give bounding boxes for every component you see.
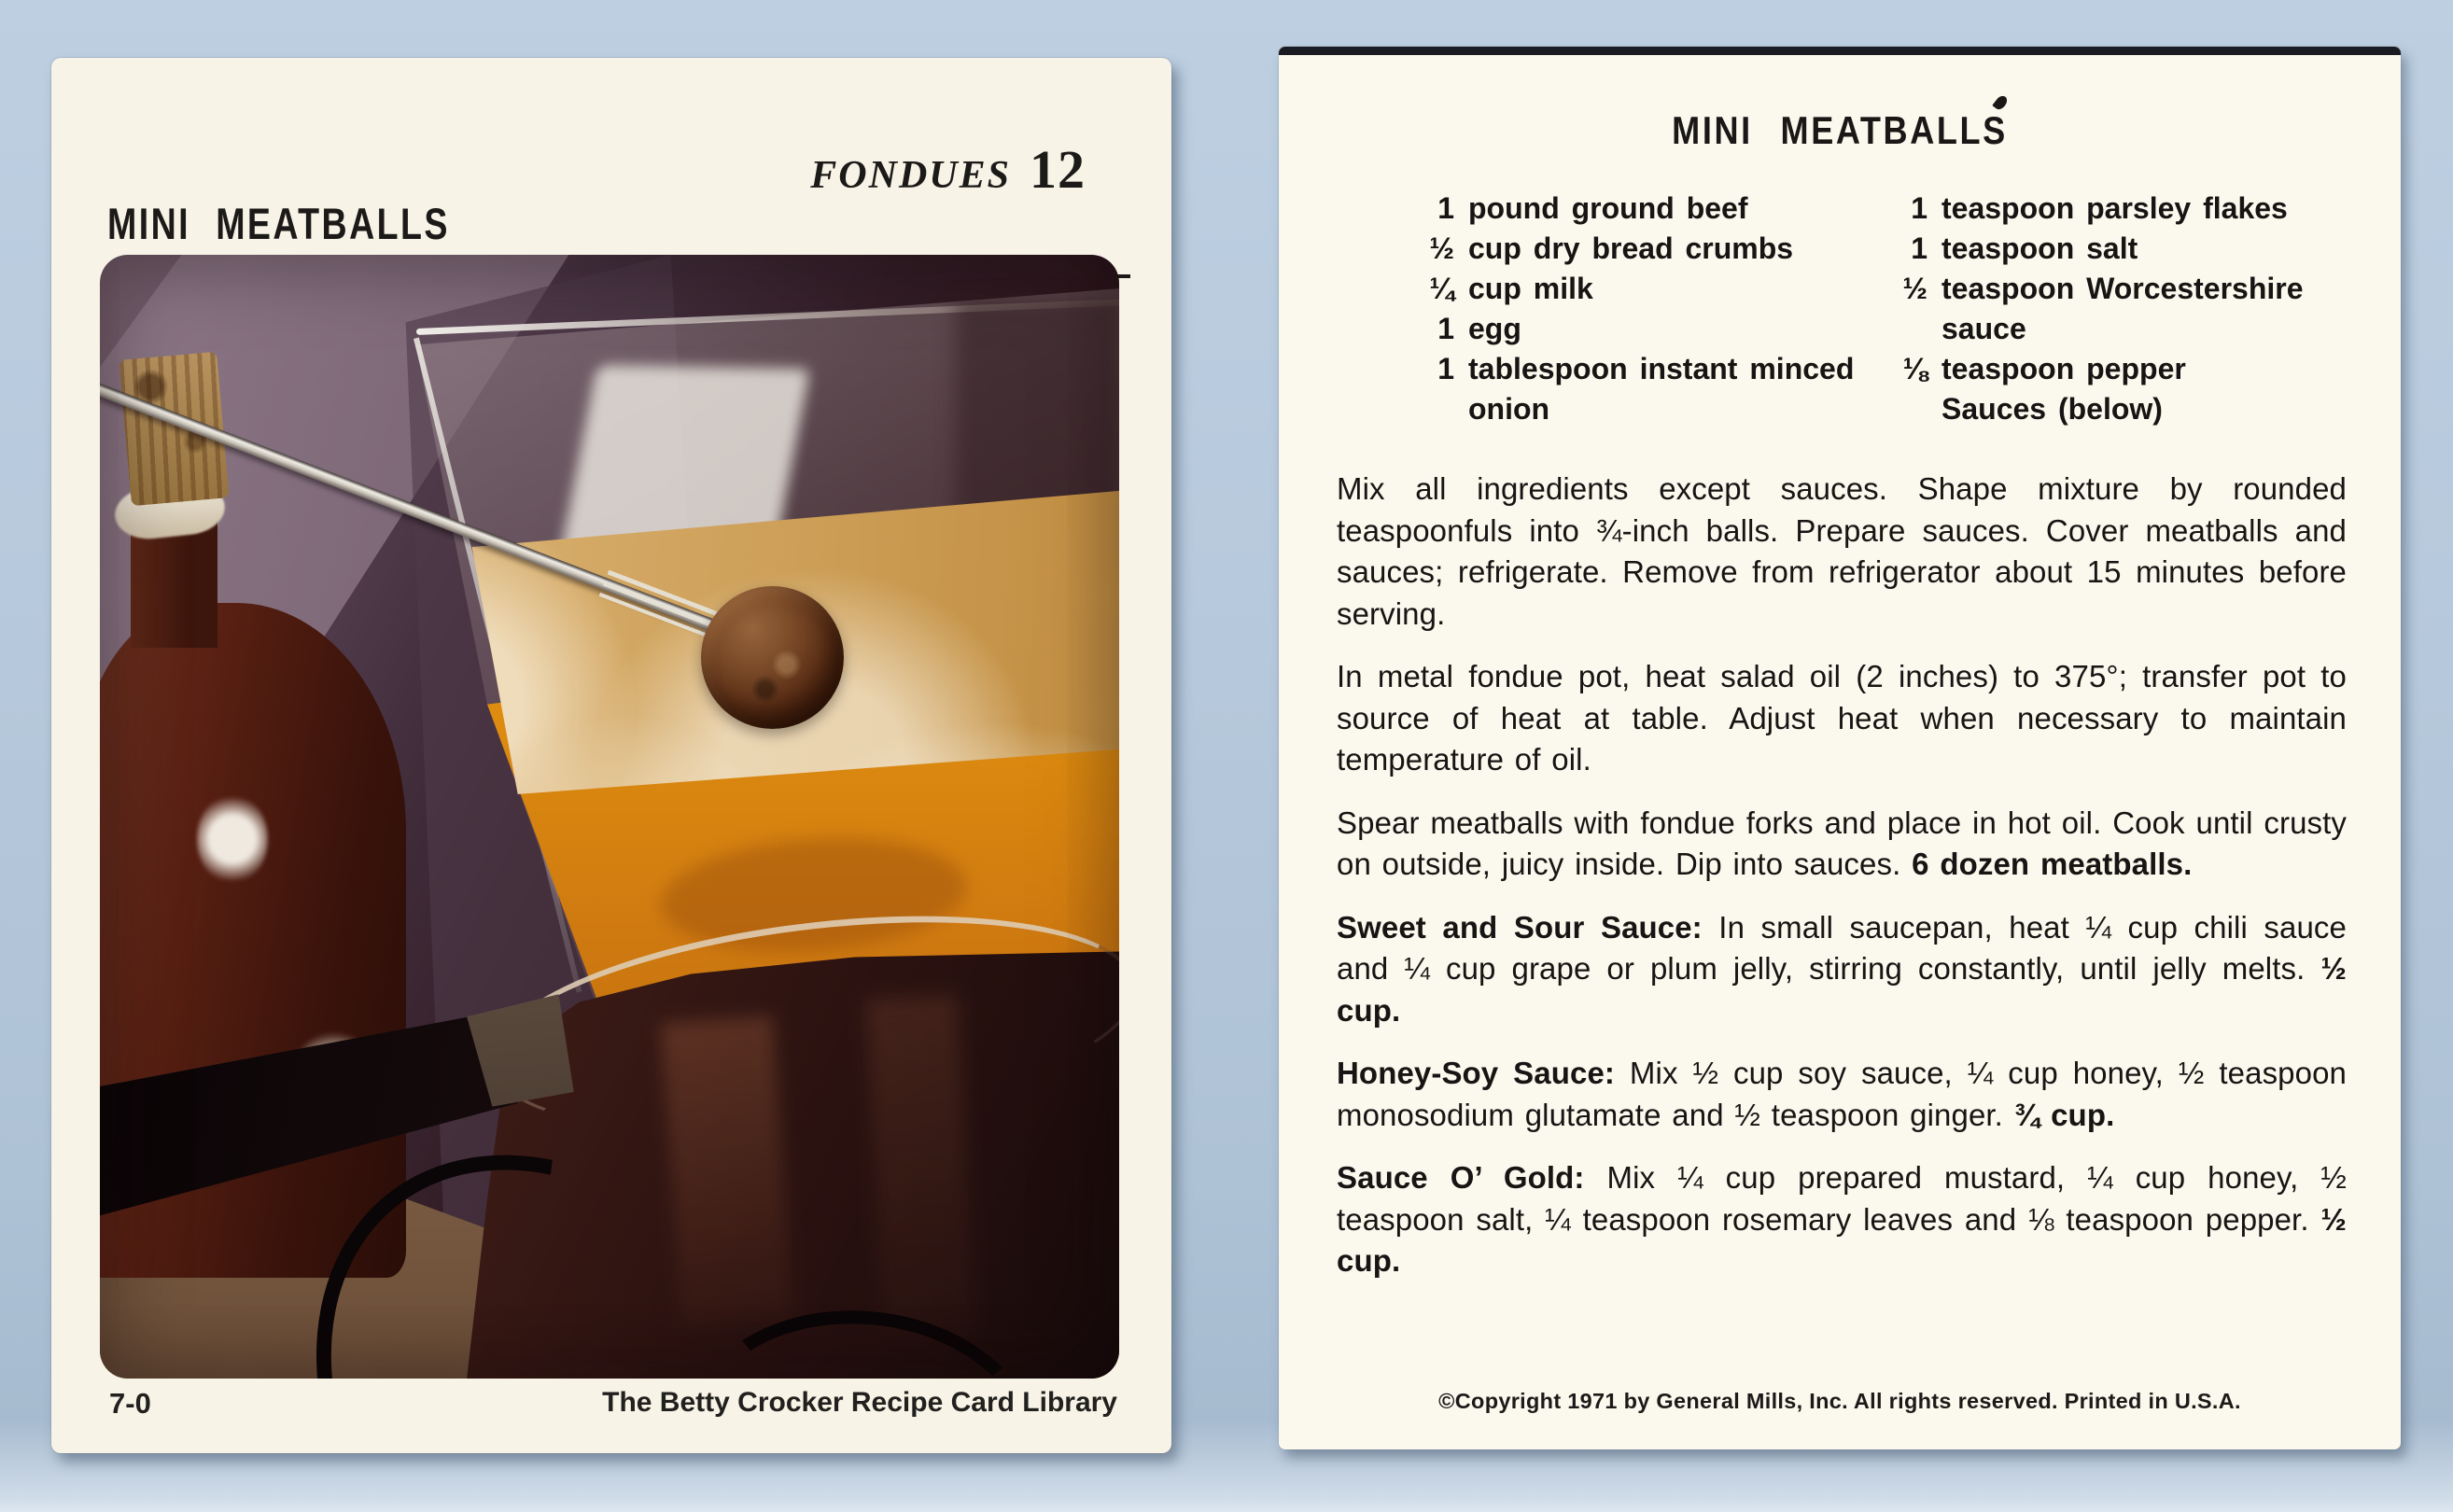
ingredient-quantity: ⅛: [1902, 352, 1927, 385]
footer-code: 7-0: [109, 1387, 151, 1420]
card-top-edge-shadow: [1279, 47, 2401, 55]
ingredient-quantity: 1: [1437, 312, 1454, 345]
recipe-paragraph: [1337, 907, 2347, 1032]
paragraph-bold-text: Honey-Soy Sauce:: [1337, 1056, 1630, 1090]
paragraph-text: Mix ½ cup soy sauce, ¼ cup honey, ½ teaspoon monosodium glutamate and ½ teaspoon ginger.: [1337, 1056, 2347, 1132]
ingredient-row: [1806, 189, 2304, 229]
ingredient-row: [1333, 309, 1854, 349]
paragraph-bold-text: ¾ cup.: [2013, 1097, 2115, 1132]
ingredient-row: [1806, 349, 2304, 389]
card-header: [810, 138, 1086, 201]
ingredient-row: [1333, 349, 1854, 389]
paragraph-bold-text: ½ cup.: [1337, 1201, 2347, 1278]
ingredient-quantity: 1: [1437, 191, 1454, 225]
paragraph-bold-text: Sweet and Sour Sauce:: [1337, 909, 1719, 945]
ingredient-row: [1806, 309, 2304, 349]
ingredient-quantity: 1: [1911, 231, 1927, 265]
ingredient-name: teaspoon pepper: [1941, 352, 2186, 385]
ingredient-row: [1806, 269, 2304, 309]
ingredient-name: tablespoon instant minced: [1468, 352, 1855, 385]
ingredient-name: teaspoon Worcestershire: [1941, 272, 2304, 305]
fondue-photo: [100, 255, 1119, 1379]
ingredient-column-left: [1333, 189, 1854, 429]
recipe-paragraph: [1337, 803, 2347, 886]
recipe-paragraph: [1337, 469, 2347, 635]
ingredient-quantity: ½: [1429, 231, 1454, 265]
paragraph-bold-text: Sauce O’ Gold:: [1337, 1160, 1607, 1195]
ingredient-row: [1333, 189, 1854, 229]
photo-vignette: [100, 255, 1119, 1379]
copyright-line: ©Copyright 1971 by General Mills, Inc. All rights reserved. Printed in U.S.A.: [1438, 1389, 2241, 1413]
recipe-title-front: MINI MEATBALLS: [107, 199, 450, 248]
ingredient-name: Sauces (below): [1941, 392, 2163, 426]
recipe-card-back: [1279, 47, 2401, 1449]
ingredient-name: teaspoon salt: [1941, 231, 2138, 265]
ingredient-quantity: [1333, 389, 1454, 429]
ingredient-quantity: ½: [1902, 272, 1927, 305]
ingredient-row: [1806, 229, 2304, 269]
ingredient-quantity: [1806, 309, 1927, 349]
ingredient-name: cup dry bread crumbs: [1468, 231, 1794, 265]
ingredient-quantity: 1: [1437, 352, 1454, 385]
paragraph-text: Mix all ingredients except sauces. Shape mixture by rounded teaspoonfuls into ¾-inch balls. Prepare sauces. Cover meatballs and sauces; refrigerate. Remove from refrigerator about 15 minutes before serving.: [1337, 471, 2347, 631]
category-label: FONDUES: [810, 154, 1011, 197]
ingredient-row: [1806, 389, 2304, 429]
recipe-card-front: [51, 58, 1171, 1453]
card-footer: [51, 1387, 1171, 1424]
recipe-paragraph: [1337, 656, 2347, 781]
ingredient-name: egg: [1468, 312, 1521, 345]
ingredient-name: onion: [1468, 392, 1550, 426]
recipe-paragraph: [1337, 1157, 2347, 1282]
ingredient-row: [1333, 269, 1854, 309]
recipe-title-back: MINI MEATBALLS: [1672, 108, 2008, 152]
ingredient-quantity: ¼: [1429, 272, 1454, 305]
recipe-paragraph: [1337, 1053, 2347, 1136]
ingredient-quantity: 1: [1911, 191, 1927, 225]
ingredient-row: [1333, 229, 1854, 269]
ingredient-column-right: [1806, 189, 2304, 429]
ingredient-name: pound ground beef: [1468, 191, 1748, 225]
card-number: 12: [1030, 139, 1086, 200]
paragraph-text: Mix ¼ cup prepared mustard, ¼ cup honey, ½ teaspoon salt, ¼ teaspoon rosemary leaves and ⅛ teaspoon pepper.: [1337, 1160, 2347, 1237]
ingredient-quantity: [1806, 389, 1927, 429]
paragraph-text: In small saucepan, heat ¼ cup chili sauce and ¼ cup grape or plum jelly, stirring constantly, until jelly melts.: [1337, 909, 2347, 986]
recipe-instructions: [1337, 469, 2347, 1304]
ingredient-row: [1333, 389, 1854, 429]
ingredient-name: sauce: [1941, 312, 2026, 345]
paragraph-bold-text: 6 dozen meatballs.: [1912, 847, 2193, 881]
footer-library-name: The Betty Crocker Recipe Card Library: [602, 1387, 1117, 1418]
paragraph-bold-text: ½ cup.: [1337, 951, 2347, 1028]
ingredient-name: teaspoon parsley flakes: [1941, 191, 2288, 225]
paragraph-text: In metal fondue pot, heat salad oil (2 inches) to 375°; transfer pot to source of heat at table. Adjust heat when necessary to maintain temperature of oil.: [1337, 659, 2347, 777]
ingredient-name: cup milk: [1468, 272, 1593, 305]
paragraph-text: Spear meatballs with fondue forks and place in hot oil. Cook until crusty on outside, juicy inside. Dip into sauces.: [1337, 805, 2347, 881]
